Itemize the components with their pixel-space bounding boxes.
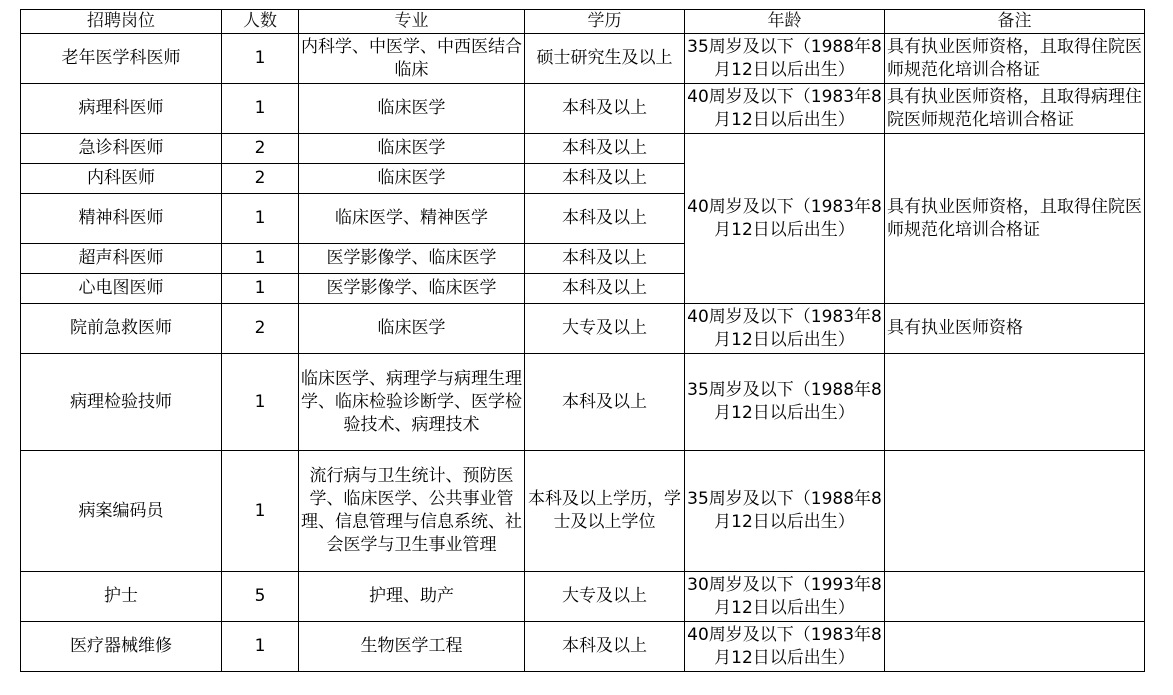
table-row — [21, 84, 1145, 134]
cell-education: 大专及以上 — [525, 572, 685, 622]
cell-education: 本科及以上 — [525, 194, 685, 244]
cell-age-merged: 40周岁及以下（1983年8月12日以后出生） — [685, 134, 885, 304]
cell-position: 病理检验技师 — [21, 354, 222, 451]
table-row — [21, 134, 1145, 164]
cell-major: 流行病与卫生统计、预防医学、临床医学、公共事业管理、信息管理与信息系统、社会医学与卫生事业管理 — [299, 451, 525, 572]
cell-note — [885, 622, 1145, 672]
cell-position: 病理科医师 — [21, 84, 222, 134]
cell-education: 本科及以上 — [525, 244, 685, 274]
cell-major: 临床医学 — [299, 84, 525, 134]
cell-position: 内科医师 — [21, 164, 222, 194]
cell-count: 1 — [222, 34, 299, 84]
header-count: 人数 — [222, 10, 299, 34]
cell-age: 30周岁及以下（1993年8月12日以后出生） — [685, 572, 885, 622]
cell-education: 本科及以上 — [525, 84, 685, 134]
cell-education: 本科及以上 — [525, 274, 685, 304]
cell-count: 1 — [222, 451, 299, 572]
cell-note — [885, 572, 1145, 622]
cell-count: 5 — [222, 572, 299, 622]
header-major: 专业 — [299, 10, 525, 34]
cell-count: 1 — [222, 194, 299, 244]
cell-education: 大专及以上 — [525, 304, 685, 354]
cell-note-merged: 具有执业医师资格，且取得住院医师规范化培训合格证 — [885, 134, 1145, 304]
cell-age: 35周岁及以下（1988年8月12日以后出生） — [685, 34, 885, 84]
cell-age: 40周岁及以下（1983年8月12日以后出生） — [685, 84, 885, 134]
cell-count: 2 — [222, 304, 299, 354]
cell-position: 急诊科医师 — [21, 134, 222, 164]
header-position: 招聘岗位 — [21, 10, 222, 34]
cell-major: 医学影像学、临床医学 — [299, 274, 525, 304]
header-row — [21, 10, 1145, 34]
cell-position: 老年医学科医师 — [21, 34, 222, 84]
cell-major: 生物医学工程 — [299, 622, 525, 672]
table-row — [21, 304, 1145, 354]
cell-note: 具有执业医师资格 — [885, 304, 1145, 354]
cell-count: 2 — [222, 164, 299, 194]
cell-age: 40周岁及以下（1983年8月12日以后出生） — [685, 622, 885, 672]
cell-note: 具有执业医师资格，且取得病理住院医师规范化培训合格证 — [885, 84, 1145, 134]
recruitment-table — [20, 9, 1145, 672]
cell-major: 临床医学 — [299, 164, 525, 194]
cell-age: 35周岁及以下（1988年8月12日以后出生） — [685, 451, 885, 572]
cell-position: 精神科医师 — [21, 194, 222, 244]
cell-major: 医学影像学、临床医学 — [299, 244, 525, 274]
cell-count: 1 — [222, 84, 299, 134]
table-row — [21, 34, 1145, 84]
cell-count: 1 — [222, 354, 299, 451]
cell-major: 临床医学 — [299, 304, 525, 354]
cell-education: 本科及以上 — [525, 354, 685, 451]
cell-count: 1 — [222, 622, 299, 672]
table-row — [21, 622, 1145, 672]
cell-major: 临床医学、精神医学 — [299, 194, 525, 244]
cell-note: 具有执业医师资格，且取得住院医师规范化培训合格证 — [885, 34, 1145, 84]
table-row — [21, 572, 1145, 622]
cell-education: 本科及以上 — [525, 164, 685, 194]
cell-major: 临床医学 — [299, 134, 525, 164]
cell-education: 本科及以上 — [525, 134, 685, 164]
cell-count: 1 — [222, 274, 299, 304]
cell-major: 临床医学、病理学与病理生理学、临床检验诊断学、医学检验技术、病理技术 — [299, 354, 525, 451]
table-row — [21, 451, 1145, 572]
header-age: 年龄 — [685, 10, 885, 34]
cell-education: 硕士研究生及以上 — [525, 34, 685, 84]
cell-age: 35周岁及以下（1988年8月12日以后出生） — [685, 354, 885, 451]
header-note: 备注 — [885, 10, 1145, 34]
header-education: 学历 — [525, 10, 685, 34]
cell-position: 心电图医师 — [21, 274, 222, 304]
cell-note — [885, 354, 1145, 451]
cell-position: 院前急救医师 — [21, 304, 222, 354]
cell-education: 本科及以上学历，学士及以上学位 — [525, 451, 685, 572]
cell-position: 医疗器械维修 — [21, 622, 222, 672]
cell-note — [885, 451, 1145, 572]
cell-major: 内科学、中医学、中西医结合临床 — [299, 34, 525, 84]
cell-major: 护理、助产 — [299, 572, 525, 622]
cell-count: 2 — [222, 134, 299, 164]
cell-count: 1 — [222, 244, 299, 274]
cell-position: 护士 — [21, 572, 222, 622]
cell-position: 超声科医师 — [21, 244, 222, 274]
cell-education: 本科及以上 — [525, 622, 685, 672]
cell-position: 病案编码员 — [21, 451, 222, 572]
table-row — [21, 354, 1145, 451]
cell-age: 40周岁及以下（1983年8月12日以后出生） — [685, 304, 885, 354]
